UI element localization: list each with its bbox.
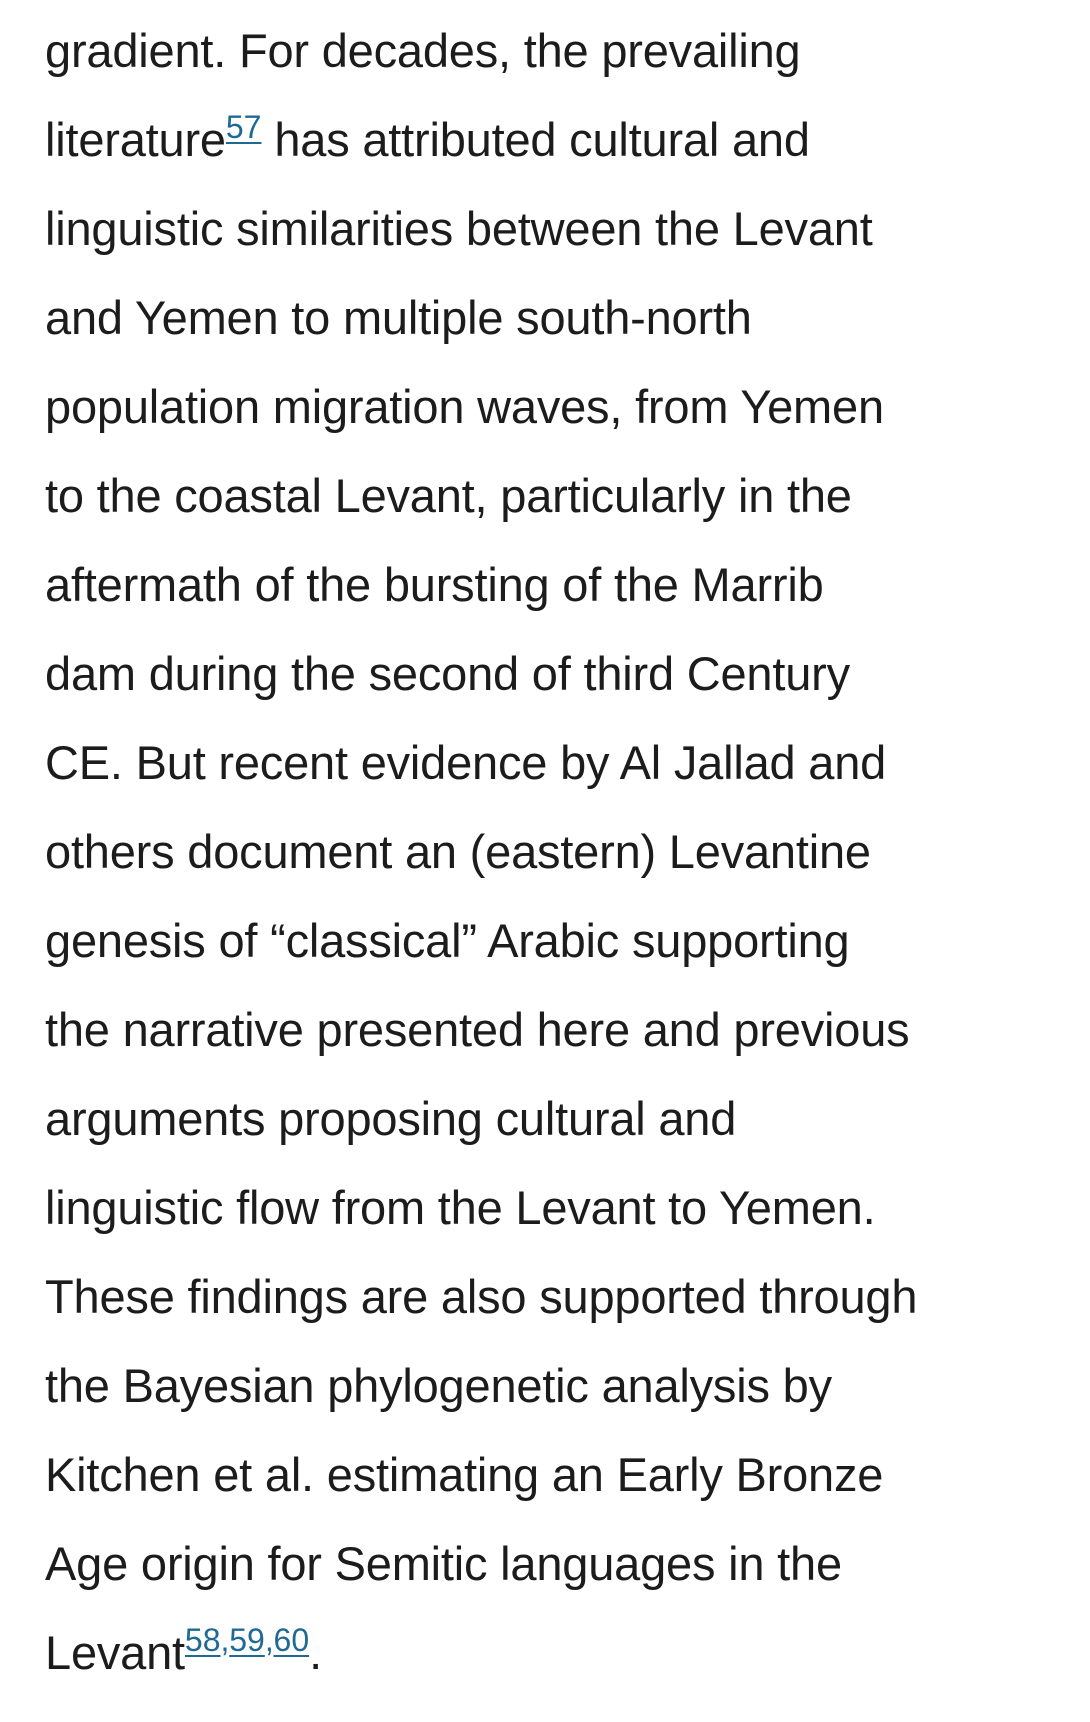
article-text xyxy=(45,6,1085,1697)
citation-separator: , xyxy=(264,1622,274,1658)
text-line: and Yemen to multiple south-north xyxy=(45,291,752,344)
text-line: dam during the second of third Century xyxy=(45,647,850,700)
text-fragment: literature xyxy=(45,113,226,166)
citation-separator: , xyxy=(220,1622,230,1658)
text-line: arguments proposing cultural and xyxy=(45,1092,737,1145)
citation-link-59[interactable]: 59 xyxy=(229,1622,265,1658)
sentence-period: . xyxy=(309,1626,322,1679)
text-line: the Bayesian phylogenetic analysis by xyxy=(45,1359,832,1412)
citation-link-60[interactable]: 60 xyxy=(273,1622,310,1658)
text-fragment: has attributed cultural and xyxy=(274,113,810,166)
text-line: the narrative presented here and previous xyxy=(45,1003,910,1056)
text-line xyxy=(45,95,1085,184)
text-line: linguistic similarities between the Levant xyxy=(45,202,873,255)
text-line: genesis of “classical” Arabic supporting xyxy=(45,914,850,967)
text-line: CE. But recent evidence by Al Jallad and xyxy=(45,736,887,789)
text-line: aftermath of the bursting of the Marrib xyxy=(45,558,824,611)
text-line: These findings are also supported through xyxy=(45,1270,918,1323)
text-line: Kitchen et al. estimating an Early Bronze xyxy=(45,1448,884,1501)
citation-link-58[interactable]: 58 xyxy=(184,1622,221,1658)
text-line: others document an (eastern) Levantine xyxy=(45,825,871,878)
citation-link-57[interactable]: 57 xyxy=(225,109,262,145)
text-line: linguistic flow from the Levant to Yemen. xyxy=(45,1181,876,1234)
text-line: population migration waves, from Yemen xyxy=(45,380,884,433)
text-line: Age origin for Semitic languages in the xyxy=(45,1537,842,1590)
text-line: gradient. For decades, the prevailing xyxy=(45,24,801,77)
text-fragment: Levant xyxy=(45,1626,185,1679)
text-line xyxy=(45,1608,1085,1697)
text-line: to the coastal Levant, particularly in the xyxy=(45,469,852,522)
